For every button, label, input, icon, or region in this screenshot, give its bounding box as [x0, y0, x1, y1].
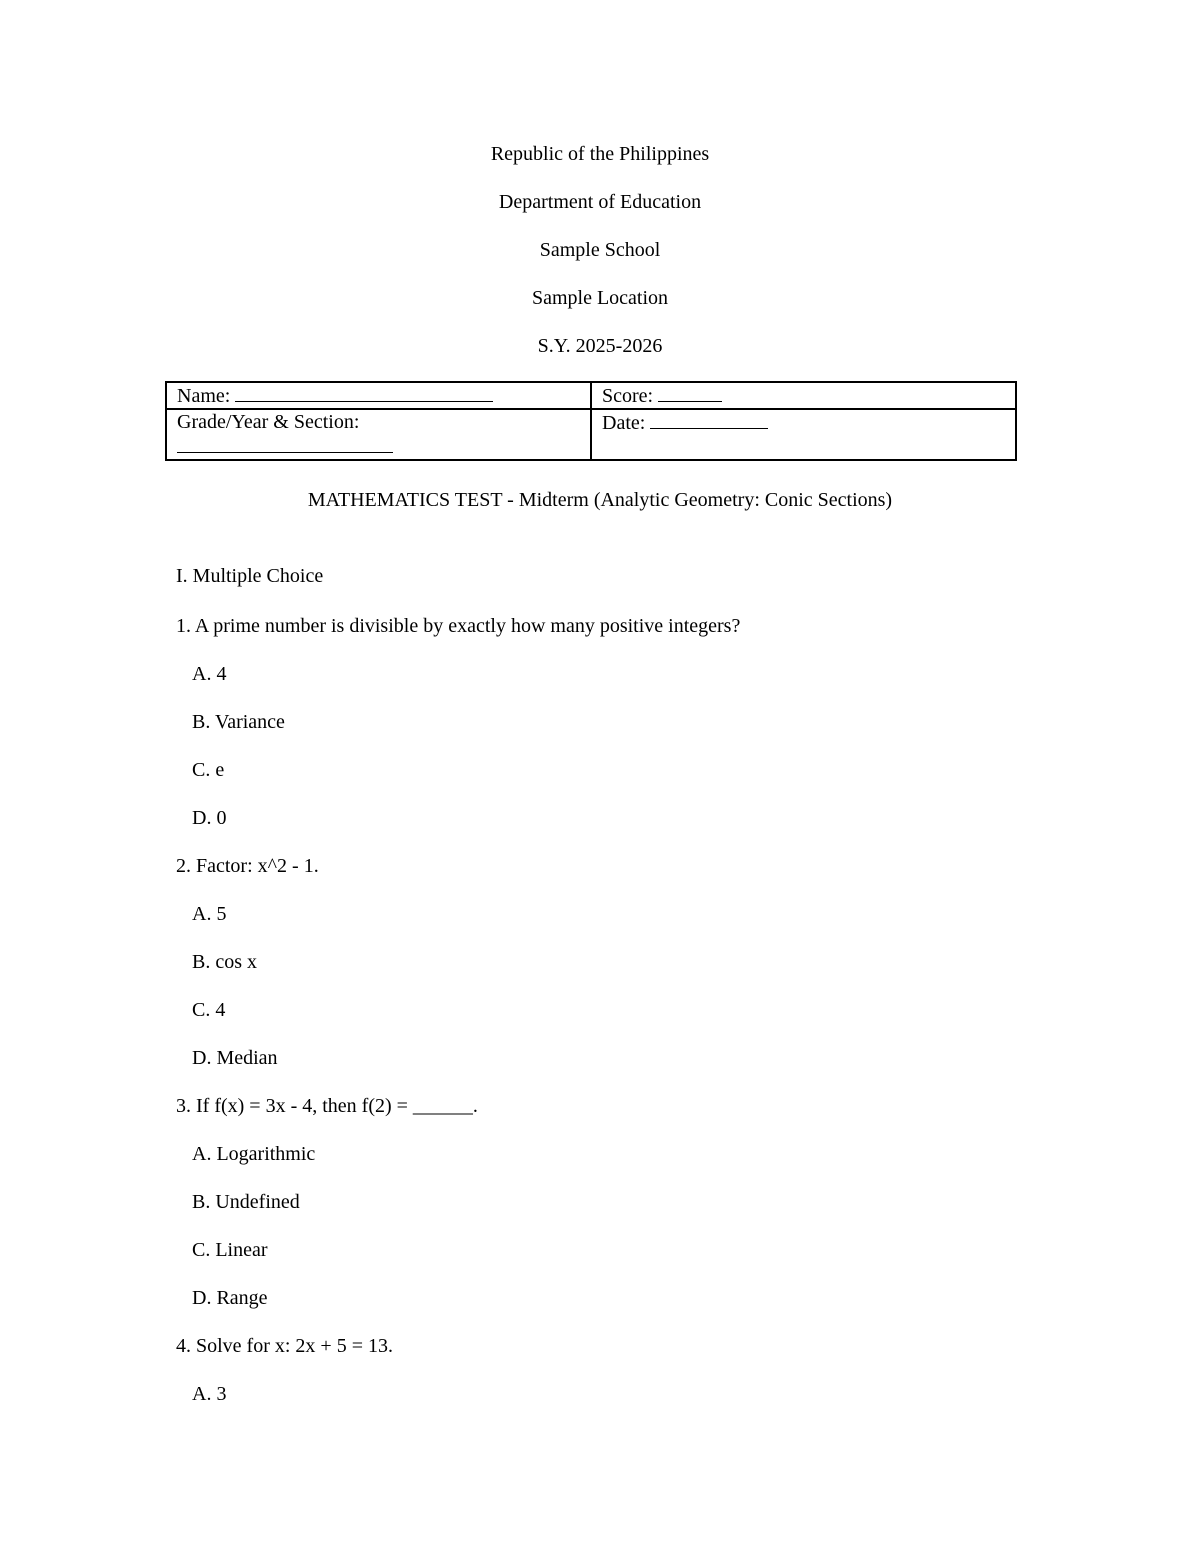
header-school-year: S.Y. 2025-2026: [537, 335, 663, 357]
question-1-option-d: D. 0: [192, 807, 227, 829]
date-cell: [591, 409, 1016, 460]
date-blank[interactable]: [650, 410, 768, 429]
score-label: Score:: [602, 385, 654, 407]
question-3-option-b: B. Undefined: [192, 1191, 300, 1213]
question-3-option-d: D. Range: [192, 1287, 268, 1309]
question-3-option-c: C. Linear: [192, 1239, 268, 1261]
question-2-option-d: D. Median: [192, 1047, 278, 1069]
question-2: 2. Factor: x^2 - 1.: [176, 855, 319, 877]
header-country: Republic of the Philippines: [490, 143, 710, 165]
question-4-option-a: A. 3: [192, 1383, 227, 1405]
name-blank[interactable]: [235, 383, 493, 402]
question-1-option-a: A. 4: [192, 663, 227, 685]
question-3-option-a: A. Logarithmic: [192, 1143, 316, 1165]
name-cell: [166, 382, 591, 409]
question-1-option-b: B. Variance: [192, 711, 285, 733]
header-location: Sample Location: [531, 287, 669, 309]
question-1: 1. A prime number is divisible by exactly how many positive integers?: [176, 615, 741, 637]
grade-section-blank[interactable]: [177, 434, 393, 453]
score-blank[interactable]: [658, 383, 722, 402]
question-2-option-a: A. 5: [192, 903, 227, 925]
name-label: Name:: [177, 385, 231, 407]
question-1-option-c: C. e: [192, 759, 225, 781]
test-title: MATHEMATICS TEST - Midterm (Analytic Geometry: Conic Sections): [307, 489, 893, 511]
date-label: Date:: [602, 412, 646, 434]
header-department: Department of Education: [498, 191, 702, 213]
student-info-table: [165, 381, 1017, 461]
grade-section-cell: [166, 409, 591, 460]
question-4: 4. Solve for x: 2x + 5 = 13.: [176, 1335, 393, 1357]
header-school: Sample School: [539, 239, 661, 261]
score-cell: [591, 382, 1016, 409]
section-title: I. Multiple Choice: [176, 565, 324, 587]
grade-section-label: Grade/Year & Section:: [177, 411, 360, 433]
question-2-option-b: B. cos x: [192, 951, 257, 973]
question-3: 3. If f(x) = 3x - 4, then f(2) = ______.: [176, 1095, 478, 1117]
question-2-option-c: C. 4: [192, 999, 226, 1021]
